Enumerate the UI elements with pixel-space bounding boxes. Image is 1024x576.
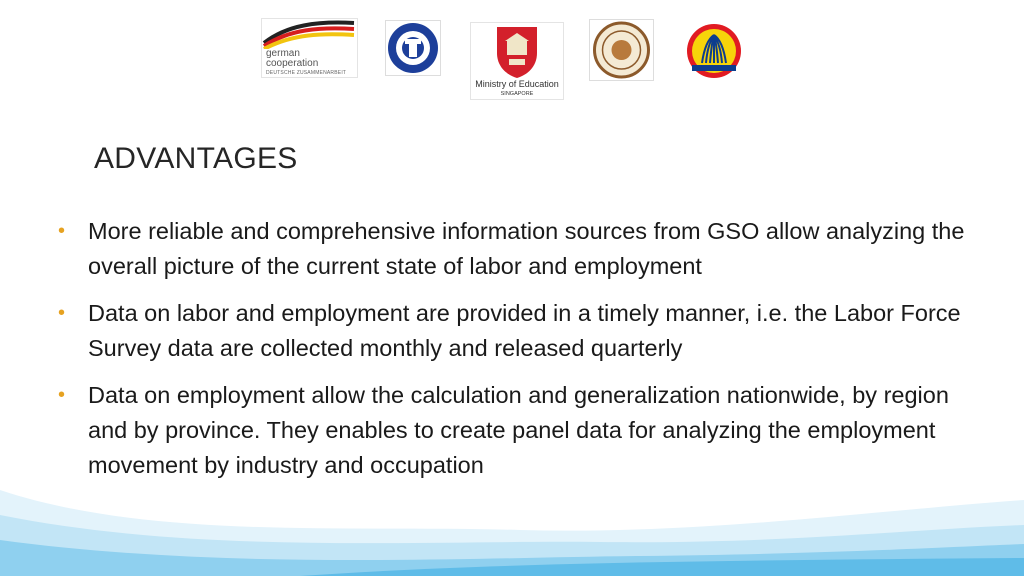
asean-emblem-icon (684, 21, 744, 81)
bullet-item (58, 296, 978, 366)
moe-singapore-logo (470, 22, 564, 100)
bullet-dot-icon: • (58, 384, 66, 406)
bullet-text: More reliable and comprehensive information sources from GSO allow analyzing the overall picture of the current state of labor and employment (88, 218, 965, 279)
bullet-dot-icon: • (58, 302, 66, 324)
german-flag-wave-icon (262, 19, 357, 49)
bullet-list (58, 214, 978, 495)
bullet-text: Data on labor and employment are provided in a timely manner, i.e. the Labor Force Survey data are collected monthly and released quarterly (88, 300, 961, 361)
tesda-seal-icon (386, 21, 440, 75)
bullet-item (58, 214, 978, 284)
moe-logo-line2: SINGAPORE (500, 91, 534, 97)
slide-title: ADVANTAGES (94, 142, 298, 175)
thai-ministry-logo (589, 19, 654, 81)
german-logo-small: DEUTSCHE ZUSAMMENARBEIT (266, 70, 347, 76)
german-logo-line2: cooperation (266, 58, 319, 69)
asean-logo (684, 21, 744, 81)
bullet-item (58, 378, 978, 483)
german-cooperation-logo (261, 18, 358, 78)
bullet-dot-icon: • (58, 220, 66, 242)
decorative-wave (0, 470, 1024, 576)
moe-crest-icon (471, 23, 563, 79)
logo-row (0, 0, 1024, 110)
german-logo-line1: german (266, 48, 300, 59)
thai-seal-icon (590, 20, 653, 80)
bullet-text: Data on employment allow the calculation and generalization nationwide, by region and by province. They enables to create panel data for analyzing the employment movement by industry and occupation (88, 382, 949, 478)
moe-logo-line1: Ministry of Education (475, 79, 559, 89)
tesda-logo (385, 20, 441, 76)
